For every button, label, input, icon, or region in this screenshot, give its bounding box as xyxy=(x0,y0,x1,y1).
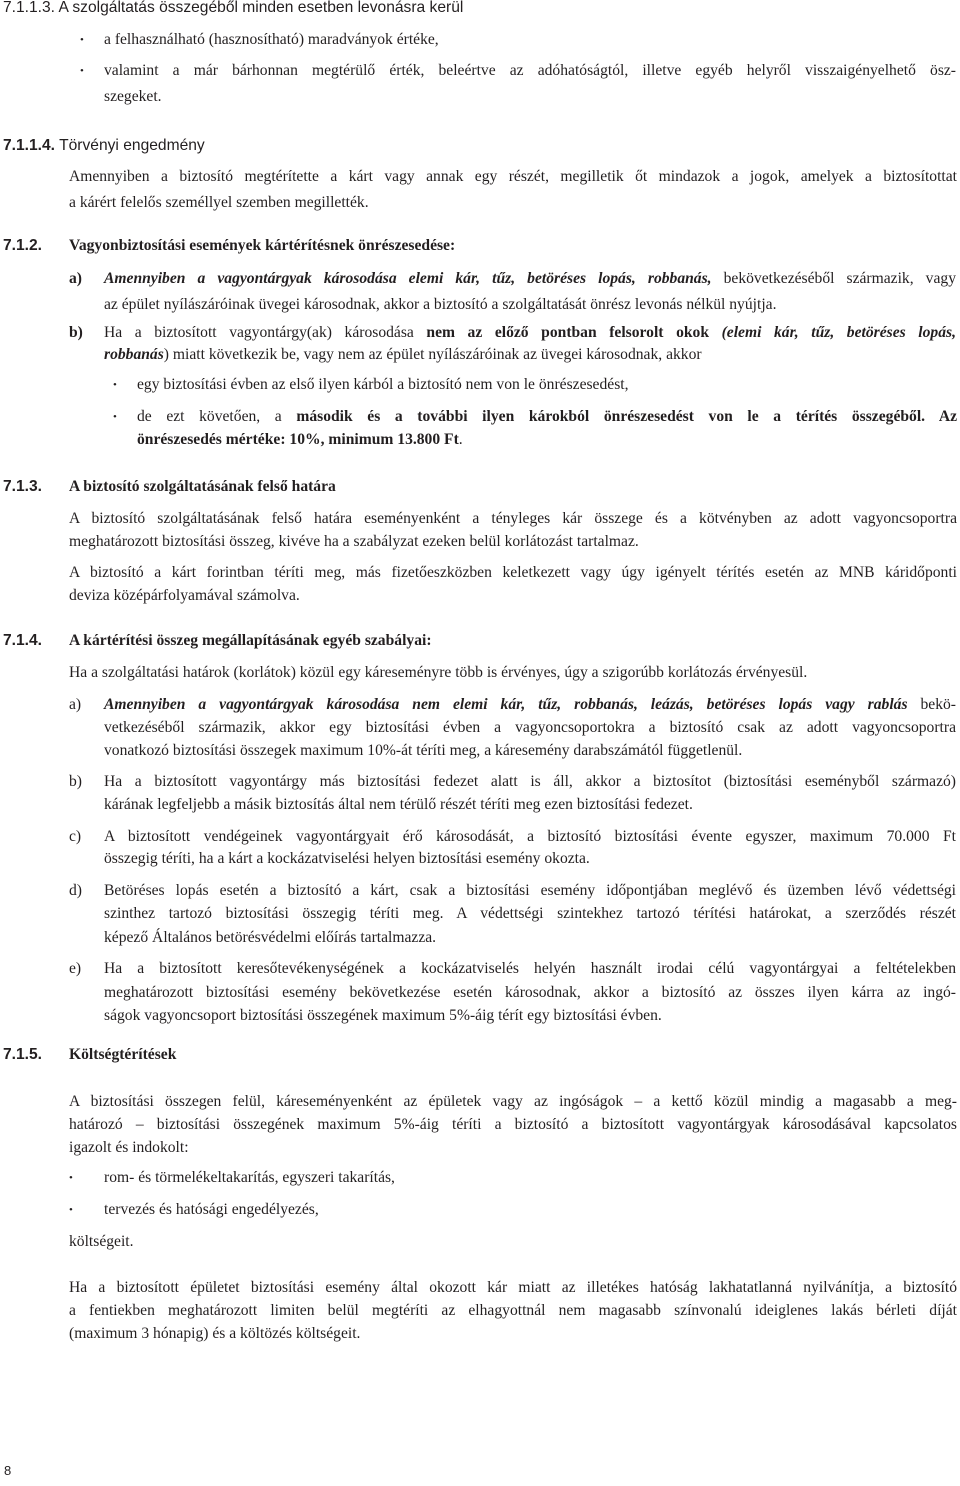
paragraph-line: Betöréses lopás esetén a biztosító a kárt, csak a biztosítási esemény időpontjában meglévő és üzemben lévő védettségi xyxy=(104,882,956,899)
item-label: d) xyxy=(69,882,82,899)
section-title: Költségtérítések xyxy=(69,1046,177,1063)
section-number: 7.1.1.3. xyxy=(3,0,56,16)
bullet-icon: • xyxy=(113,411,117,423)
bullet-icon: • xyxy=(80,34,84,46)
paragraph-line: Ha a szolgáltatási határok (korlátok) közül egy káreseményre több is érvényes, úgy a szigorúbb korlátozás érvényesül. xyxy=(69,664,808,681)
paragraph-line: meghatározott biztosítási esemény bekövetkezése esetén károsodnak, akkor a biztosító az összes ilyen kárra az ingó- xyxy=(104,984,956,1001)
paragraph-line: Ha a biztosított vagyontárgy(ak) károsodása nem az előző pontban felsorolt okok (elemi kár, tűz, betöréses lopás, xyxy=(104,324,956,341)
section-title: A kártérítési összeg megállapításának egyéb szabályai: xyxy=(69,632,432,649)
list-item-continuation: szegeket. xyxy=(104,88,162,105)
paragraph-line: vetkezéséből származik, akkor egy biztosítási évben a vagyoncsoportokra a biztosító csak az adott vagyoncsoportra xyxy=(104,719,956,736)
paragraph-line: (maximum 3 hónapig) és a költözés költségeit. xyxy=(69,1325,361,1342)
paragraph-line: kárának legfeljebb a másik biztosítás által nem térülő részét téríti meg ezen biztosítási fedezet. xyxy=(104,796,693,813)
section-number: 7.1.4. xyxy=(3,632,43,649)
bullet-icon: • xyxy=(69,1204,73,1216)
section-number: 7.1.2. xyxy=(3,237,43,254)
paragraph-line: Ha a biztosított keresőtevékenységének a kockázatviselés helyén használt irodai célú vagyontárgyai a feltételekben xyxy=(104,960,956,977)
paragraph-line: A biztosított vendégeinek vagyontárgyait érő károsodását, a biztosító biztosítási évente egyszer, maximum 70.000 Ft xyxy=(104,828,956,845)
section-7-1-1-4-heading xyxy=(3,133,205,159)
paragraph-line: robbanás) miatt következik be, vagy nem az épület nyílászáróinak az üvegei károsodnak, akkor xyxy=(104,346,702,363)
paragraph-line: költségeit. xyxy=(69,1233,134,1250)
paragraph-line: az épület nyílászáróinak üvegei károsodnak, akkor a biztosító a szolgáltatását önrész levonás nélkül nyújtja. xyxy=(104,296,777,313)
paragraph-line: képező Általános betörésvédelmi előírás tartalmazza. xyxy=(104,929,437,946)
list-item: rom- és törmelékeltakarítás, egyszeri takarítás, xyxy=(104,1169,395,1186)
paragraph-line: deviza középárfolyamával számolva. xyxy=(69,587,300,604)
section-number: 7.1.3. xyxy=(3,478,43,495)
paragraph-line: A biztosítási összegen felül, káreseményenként az épületek vagy az ingóságok – a kettő közül mindig a magasabb a meg- xyxy=(69,1093,957,1110)
paragraph-line: összegig téríti, ha a kárt a kockázatviselési helyen biztosítási esemény okozta. xyxy=(104,850,590,867)
paragraph-line: meghatározott biztosítási összeg, kivéve ha a szabályzat ezeken belül korlátozást tartalmaz. xyxy=(69,533,639,550)
paragraph-line: határozó – biztosítási összegének maximum 5%-áig téríti a biztosító a biztosított vagyontárgyak károsodásával kapcsolatos xyxy=(69,1116,957,1133)
list-item: tervezés és hatósági engedélyezés, xyxy=(104,1201,319,1218)
bullet-icon: • xyxy=(113,379,117,391)
item-label: b) xyxy=(69,324,83,341)
paragraph-line: Ha a biztosított épületet biztosítási esemény által okozott kár miatt az illetékes hatóság lakhatatlanná nyilvánítja, a biztosító xyxy=(69,1279,957,1296)
item-label: a) xyxy=(69,270,82,287)
item-label: b) xyxy=(69,773,82,790)
paragraph-line: A biztosító szolgáltatásának felső határa eseményenként a tényleges kár összege és a kötvényben az adott vagyoncsoportra xyxy=(69,510,957,527)
paragraph-line: igazolt és indokolt: xyxy=(69,1139,189,1156)
paragraph-line: Amennyiben a vagyontárgyak károsodása elemi kár, tűz, betöréses lopás, robbanás, bekövetkezéséből származik, vagy xyxy=(104,270,956,287)
section-number: 7.1.5. xyxy=(3,1046,43,1063)
paragraph-line: A biztosító a kárt forintban téríti meg, más fizetőeszközben keletkezett vagy úgy igényelt térítés esetén az MNB káridőponti xyxy=(69,564,957,581)
list-item: a felhasználható (hasznosítható) maradványok értéke, xyxy=(104,31,439,48)
section-title: A szolgáltatás összegéből minden esetben levonásra kerül xyxy=(58,0,464,16)
list-item-continuation: önrészesedés mértéke: 10%, minimum 13.800 Ft. xyxy=(137,431,463,448)
list-item: egy biztosítási évben az első ilyen kárból a biztosító nem von le önrészesedést, xyxy=(137,376,629,393)
bullet-icon: • xyxy=(69,1172,73,1184)
paragraph-line: a kárért felelős személlyel szemben megillették. xyxy=(69,194,369,211)
section-number: 7.1.1.4. xyxy=(3,137,56,154)
bullet-icon: • xyxy=(80,65,84,77)
section-title: Törvényi engedmény xyxy=(59,137,205,154)
item-label: c) xyxy=(69,828,82,845)
list-item: valamint a már bárhonnan megtérülő érték, beleértve az adóhatóságtól, illetve egyéb helyről visszaigényelhető ösz- xyxy=(104,62,956,79)
section-title: A biztosító szolgáltatásának felső határa xyxy=(69,478,336,495)
list-item: de ezt követően, a második és a további ilyen károkból önrészesedést von le a térítés összegéből. Az xyxy=(137,408,958,425)
page-number: 8 xyxy=(4,1463,12,1478)
item-label: e) xyxy=(69,960,82,977)
section-7-1-1-3-heading xyxy=(3,0,463,21)
paragraph-line: Amennyiben a vagyontárgyak károsodása nem elemi kár, tűz, robbanás, leázás, betöréses lopás vagy rablás bekö- xyxy=(104,696,956,713)
paragraph-line: ságok vagyoncsoport biztosítási összegének maximum 5%-áig térít egy biztosítási évben. xyxy=(104,1007,662,1024)
paragraph-line: szinthez tartozó biztosítási összegig téríti meg. A védettségi szintekhez tartozó térítési határokat, a szerződés részét xyxy=(104,905,956,922)
paragraph-line: a fentiekben meghatározott limiten belül megtéríti az elhagyottnál nem magasabb színvonalú ideiglenes lakás bérleti díját xyxy=(69,1302,957,1319)
paragraph-line: Amennyiben a biztosító megtérítette a kárt vagy annak egy részét, megilletik őt mindazok a jogok, amelyek a biztosítottat xyxy=(69,168,957,185)
paragraph-line: vonatkozó biztosítási összegek maximum 10%-át téríti meg, a káresemény darabszámától függetlenül. xyxy=(104,742,743,759)
item-label: a) xyxy=(69,696,82,713)
section-title: Vagyonbiztosítási események kártérítésnek önrészesedése: xyxy=(69,237,456,254)
paragraph-line: Ha a biztosított vagyontárgy más biztosítási fedezet alatt is áll, akkor a biztosítot (biztosítási eseményből származó) xyxy=(104,773,956,790)
